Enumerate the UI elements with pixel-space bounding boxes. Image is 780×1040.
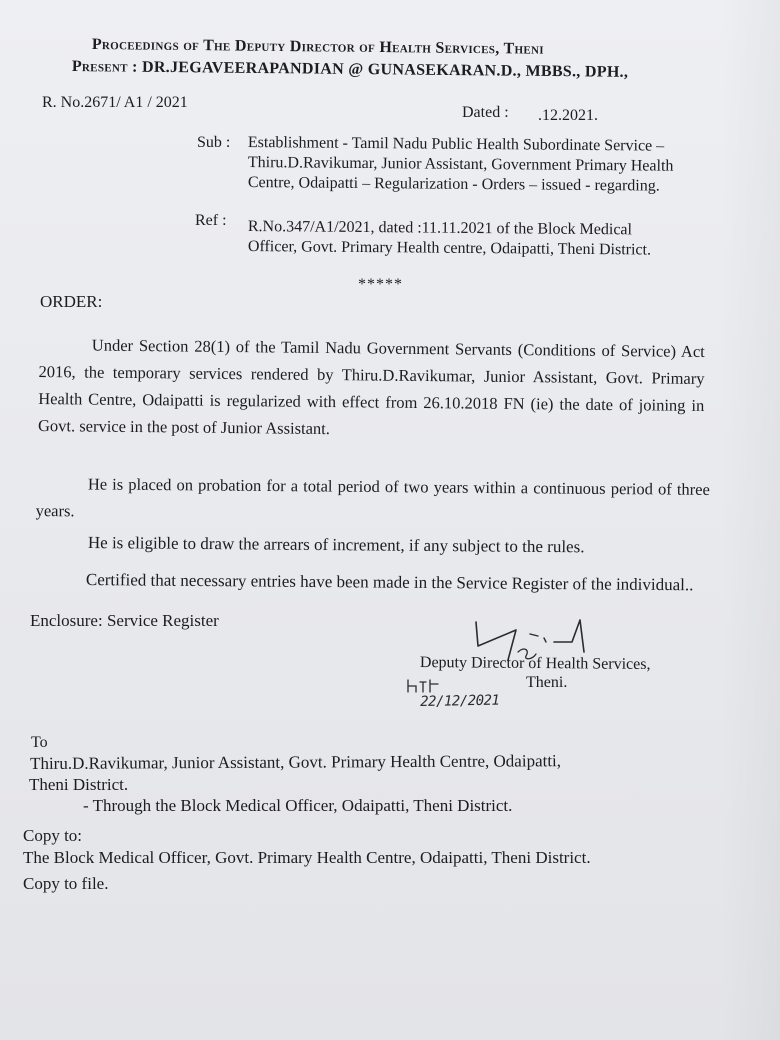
dated-value: .12.2021.	[538, 107, 598, 124]
document-heading: Proceedings of The Deputy Director of Health Services, Theni	[91, 36, 544, 58]
page-shadow	[720, 0, 780, 1040]
to-line-3: - Through the Block Medical Officer, Odaipatti, Theni District.	[83, 796, 513, 815]
present-line: Present : DR.JEGAVEERAPANDIAN @ GUNASEKARAN.D., MBBS., DPH.,	[71, 58, 629, 81]
enclosure-line: Enclosure: Service Register	[30, 611, 219, 630]
subject-line-1: Establishment - Tamil Nadu Public Health Subordinate Service –	[247, 134, 665, 155]
signatory-location: Theni.	[526, 674, 568, 691]
copy-to-line-1: The Block Medical Officer, Govt. Primary Health Centre, Odaipatti, Theni District.	[23, 848, 591, 867]
order-paragraph-3: He is eligible to draw the arrears of increment, if any subject to the rules.	[87, 533, 585, 557]
ref-line-1: R.No.347/A1/2021, dated :11.11.2021 of the Block Medical	[247, 218, 633, 239]
signatory-title: Deputy Director of Health Services,	[419, 654, 651, 674]
order-paragraph-4: Certified that necessary entries have been made in the Service Register of the individual..	[85, 570, 694, 595]
order-paragraph-1: Under Section 28(1) of the Tamil Nadu Government Servants (Conditions of Service) Act 2016, the temporary services rendered by Thiru.D.Ravikumar, Junior Assistant, Govt. Primary Health Centre, Odaipatti is regularized with effect from 26.10.2018 FN (ie) the date of joining in Govt. service in the post of Junior Assistant.	[37, 335, 705, 439]
order-heading: ORDER:	[40, 292, 103, 311]
dated-label: Dated :	[462, 104, 509, 121]
reference-number: R. No.2671/ A1 / 2021	[42, 94, 188, 111]
to-line-1: Thiru.D.Ravikumar, Junior Assistant, Govt. Primary Health Centre, Odaipatti,	[30, 751, 562, 773]
subject-label: Sub :	[197, 134, 231, 151]
handwritten-date: 22/12/2021	[420, 692, 500, 710]
to-label: To	[31, 734, 48, 751]
ref-line-2: Officer, Govt. Primary Health centre, Odaipatti, Theni District.	[247, 238, 652, 259]
subject-line-2: Thiru.D.Ravikumar, Junior Assistant, Government Primary Health	[247, 154, 674, 175]
subject-line-3: Centre, Odaipatti – Regularization - Orders – issued - regarding.	[247, 174, 660, 195]
order-paragraph-2: He is placed on probation for a total period of two years within a continuous period of three years.	[35, 474, 710, 521]
ref-label: Ref :	[195, 212, 227, 229]
to-line-2: Theni District.	[29, 775, 129, 794]
copy-to-label: Copy to:	[23, 826, 83, 845]
separator-stars: *****	[358, 276, 403, 293]
copy-to-file: Copy to file.	[23, 874, 109, 893]
